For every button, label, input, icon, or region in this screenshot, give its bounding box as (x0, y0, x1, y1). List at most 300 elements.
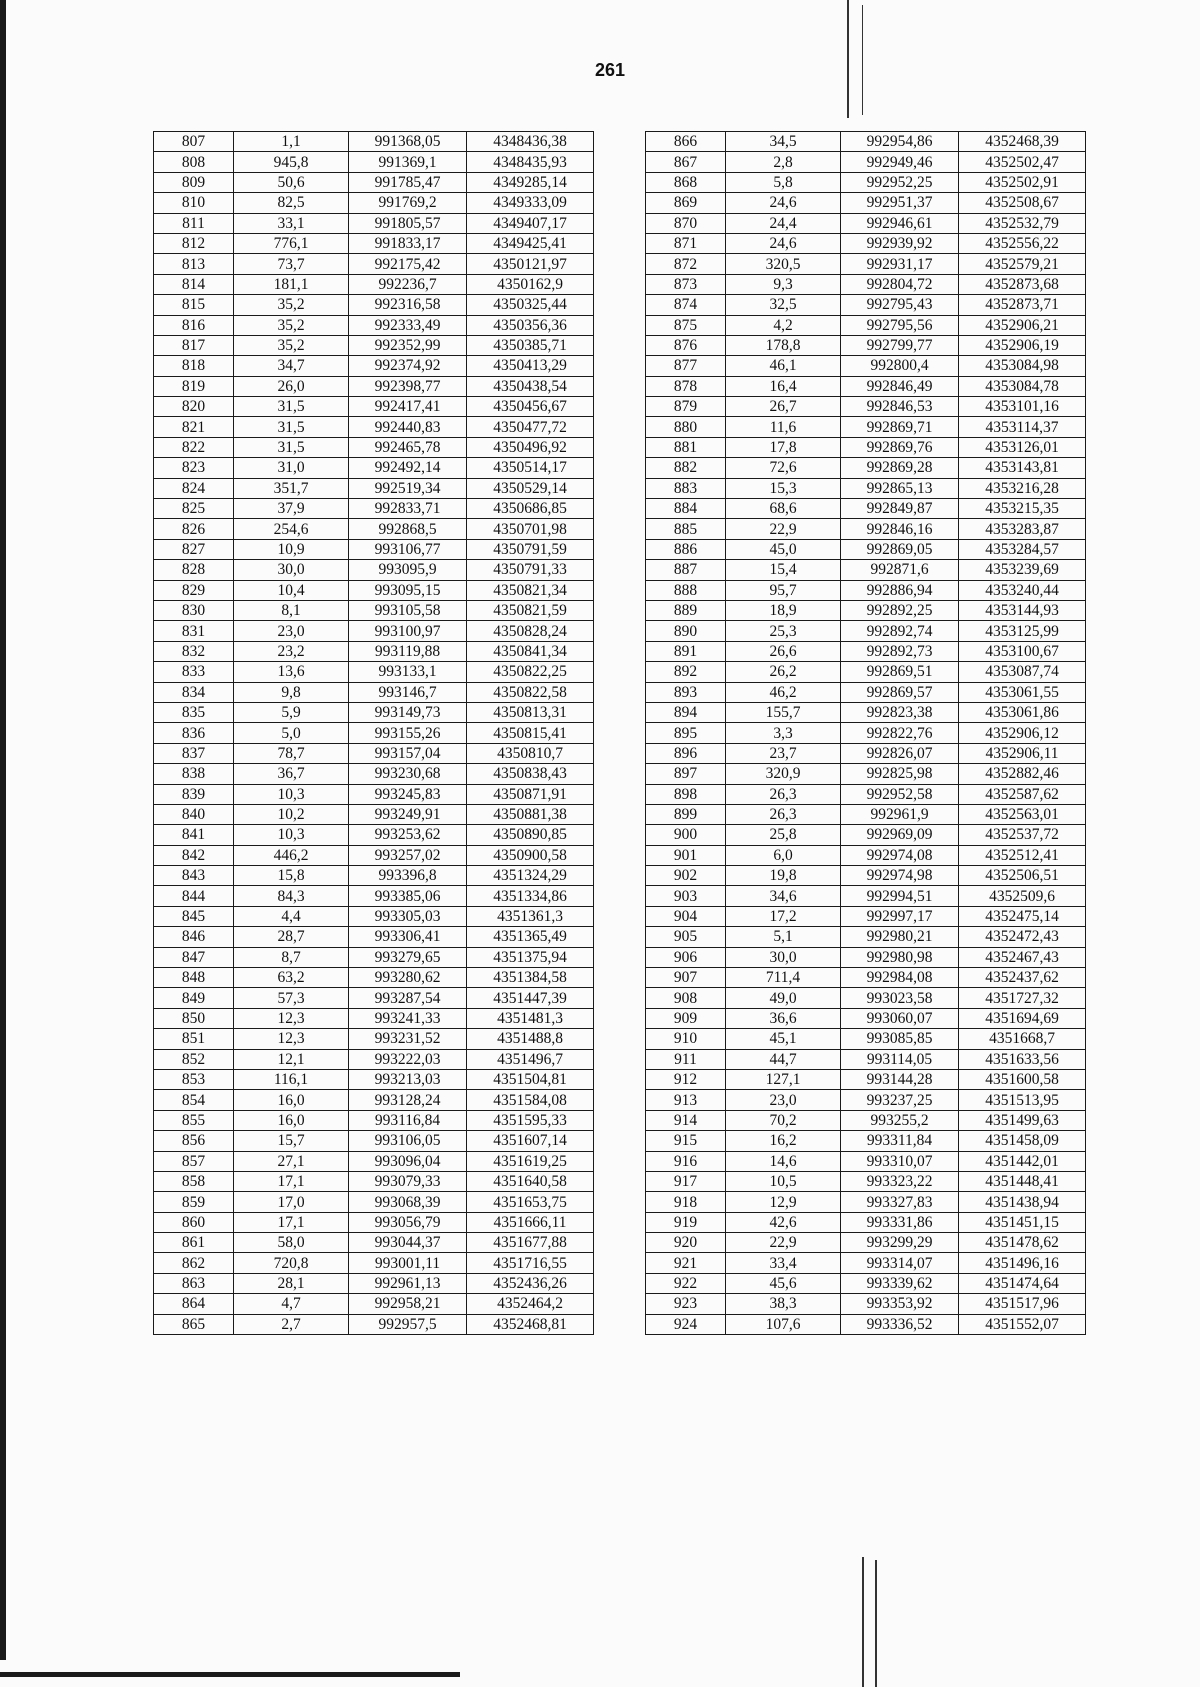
y-coordinate-cell: 4353125,99 (959, 621, 1086, 641)
y-coordinate-cell: 4352464,2 (467, 1294, 594, 1314)
table-row (646, 193, 1086, 213)
point-number-cell: 875 (646, 315, 726, 335)
distance-cell: 25,8 (726, 825, 841, 845)
point-number-cell: 886 (646, 539, 726, 559)
y-coordinate-cell: 4351324,29 (467, 866, 594, 886)
point-number-cell: 887 (646, 560, 726, 580)
x-coordinate-cell: 993314,07 (841, 1253, 959, 1273)
x-coordinate-cell: 992868,5 (349, 519, 467, 539)
x-coordinate-cell: 992519,34 (349, 478, 467, 498)
table-row (646, 1233, 1086, 1253)
distance-cell: 10,3 (234, 825, 349, 845)
point-number-cell: 876 (646, 335, 726, 355)
x-coordinate-cell: 993245,83 (349, 784, 467, 804)
point-number-cell: 843 (154, 866, 234, 886)
y-coordinate-cell: 4350813,31 (467, 702, 594, 722)
y-coordinate-cell: 4353284,57 (959, 539, 1086, 559)
y-coordinate-cell: 4353215,35 (959, 499, 1086, 519)
x-coordinate-cell: 992961,9 (841, 804, 959, 824)
y-coordinate-cell: 4351447,39 (467, 988, 594, 1008)
distance-cell: 254,6 (234, 519, 349, 539)
x-coordinate-cell: 993105,58 (349, 600, 467, 620)
table-row (646, 356, 1086, 376)
point-number-cell: 882 (646, 458, 726, 478)
point-number-cell: 868 (646, 172, 726, 192)
table-row (154, 152, 594, 172)
distance-cell: 82,5 (234, 193, 349, 213)
point-number-cell: 833 (154, 662, 234, 682)
distance-cell: 10,5 (726, 1171, 841, 1191)
distance-cell: 15,3 (726, 478, 841, 498)
point-number-cell: 899 (646, 804, 726, 824)
table-row (154, 764, 594, 784)
point-number-cell: 873 (646, 274, 726, 294)
distance-cell: 35,2 (234, 295, 349, 315)
y-coordinate-cell: 4352537,72 (959, 825, 1086, 845)
distance-cell: 3,3 (726, 723, 841, 743)
point-number-cell: 845 (154, 906, 234, 926)
x-coordinate-cell: 992869,57 (841, 682, 959, 702)
table-row (154, 295, 594, 315)
distance-cell: 28,7 (234, 927, 349, 947)
x-coordinate-cell: 992892,74 (841, 621, 959, 641)
coordinates-table-right (645, 131, 1086, 1335)
distance-cell: 46,2 (726, 682, 841, 702)
y-coordinate-cell: 4351478,62 (959, 1233, 1086, 1253)
y-coordinate-cell: 4350821,34 (467, 580, 594, 600)
distance-cell: 2,8 (726, 152, 841, 172)
table-row (154, 723, 594, 743)
x-coordinate-cell: 992352,99 (349, 335, 467, 355)
x-coordinate-cell: 993144,28 (841, 1069, 959, 1089)
point-number-cell: 911 (646, 1049, 726, 1069)
y-coordinate-cell: 4351448,41 (959, 1171, 1086, 1191)
x-coordinate-cell: 992465,78 (349, 437, 467, 457)
table-row (646, 458, 1086, 478)
point-number-cell: 851 (154, 1029, 234, 1049)
point-number-cell: 892 (646, 662, 726, 682)
point-number-cell: 903 (646, 886, 726, 906)
y-coordinate-cell: 4352563,01 (959, 804, 1086, 824)
table-row (646, 295, 1086, 315)
point-number-cell: 907 (646, 968, 726, 988)
x-coordinate-cell: 993128,24 (349, 1090, 467, 1110)
y-coordinate-cell: 4352468,39 (959, 132, 1086, 152)
table-row (154, 702, 594, 722)
distance-cell: 15,8 (234, 866, 349, 886)
x-coordinate-cell: 993114,05 (841, 1049, 959, 1069)
y-coordinate-cell: 4348435,93 (467, 152, 594, 172)
distance-cell: 17,0 (234, 1192, 349, 1212)
x-coordinate-cell: 992492,14 (349, 458, 467, 478)
x-coordinate-cell: 993249,91 (349, 804, 467, 824)
y-coordinate-cell: 4351499,63 (959, 1110, 1086, 1130)
table-row (154, 458, 594, 478)
table-row (646, 478, 1086, 498)
x-coordinate-cell: 992825,98 (841, 764, 959, 784)
distance-cell: 26,3 (726, 804, 841, 824)
table-row (646, 662, 1086, 682)
table-row (154, 845, 594, 865)
x-coordinate-cell: 993106,77 (349, 539, 467, 559)
distance-cell: 33,4 (726, 1253, 841, 1273)
x-coordinate-cell: 992826,07 (841, 743, 959, 763)
table-row (154, 193, 594, 213)
table-row (646, 723, 1086, 743)
distance-cell: 70,2 (726, 1110, 841, 1130)
distance-cell: 351,7 (234, 478, 349, 498)
distance-cell: 22,9 (726, 1233, 841, 1253)
table-row (646, 1110, 1086, 1130)
table-row (646, 927, 1086, 947)
point-number-cell: 924 (646, 1314, 726, 1334)
y-coordinate-cell: 4353084,98 (959, 356, 1086, 376)
y-coordinate-cell: 4352906,21 (959, 315, 1086, 335)
distance-cell: 13,6 (234, 662, 349, 682)
distance-cell: 15,4 (726, 560, 841, 580)
y-coordinate-cell: 4351474,64 (959, 1273, 1086, 1293)
y-coordinate-cell: 4351619,25 (467, 1151, 594, 1171)
y-coordinate-cell: 4350456,67 (467, 397, 594, 417)
table-row (154, 519, 594, 539)
table-row (646, 1314, 1086, 1334)
y-coordinate-cell: 4350356,36 (467, 315, 594, 335)
table-body-left (154, 132, 594, 1335)
y-coordinate-cell: 4350385,71 (467, 335, 594, 355)
x-coordinate-cell: 993385,06 (349, 886, 467, 906)
distance-cell: 127,1 (726, 1069, 841, 1089)
x-coordinate-cell: 992398,77 (349, 376, 467, 396)
point-number-cell: 839 (154, 784, 234, 804)
distance-cell: 46,1 (726, 356, 841, 376)
table-row (154, 743, 594, 763)
y-coordinate-cell: 4350841,34 (467, 641, 594, 661)
distance-cell: 16,0 (234, 1110, 349, 1130)
distance-cell: 36,6 (726, 1008, 841, 1028)
x-coordinate-cell: 992957,5 (349, 1314, 467, 1334)
table-row (154, 478, 594, 498)
point-number-cell: 823 (154, 458, 234, 478)
distance-cell: 16,0 (234, 1090, 349, 1110)
distance-cell: 5,8 (726, 172, 841, 192)
y-coordinate-cell: 4351694,69 (959, 1008, 1086, 1028)
distance-cell: 63,2 (234, 968, 349, 988)
point-number-cell: 901 (646, 845, 726, 865)
distance-cell: 26,6 (726, 641, 841, 661)
table-row (154, 1212, 594, 1232)
table-row (154, 1131, 594, 1151)
distance-cell: 26,3 (726, 784, 841, 804)
y-coordinate-cell: 4352556,22 (959, 233, 1086, 253)
point-number-cell: 906 (646, 947, 726, 967)
point-number-cell: 838 (154, 764, 234, 784)
x-coordinate-cell: 993280,62 (349, 968, 467, 988)
point-number-cell: 881 (646, 437, 726, 457)
y-coordinate-cell: 4351716,55 (467, 1253, 594, 1273)
x-coordinate-cell: 993311,84 (841, 1131, 959, 1151)
table-row (646, 132, 1086, 152)
point-number-cell: 923 (646, 1294, 726, 1314)
table-body-right (646, 132, 1086, 1335)
x-coordinate-cell: 992994,51 (841, 886, 959, 906)
table-row (154, 947, 594, 967)
point-number-cell: 877 (646, 356, 726, 376)
point-number-cell: 862 (154, 1253, 234, 1273)
table-row (646, 866, 1086, 886)
y-coordinate-cell: 4348436,38 (467, 132, 594, 152)
x-coordinate-cell: 993060,07 (841, 1008, 959, 1028)
x-coordinate-cell: 992236,7 (349, 274, 467, 294)
point-number-cell: 898 (646, 784, 726, 804)
point-number-cell: 865 (154, 1314, 234, 1334)
distance-cell: 58,0 (234, 1233, 349, 1253)
distance-cell: 57,3 (234, 988, 349, 1008)
x-coordinate-cell: 992892,25 (841, 600, 959, 620)
distance-cell: 10,4 (234, 580, 349, 600)
point-number-cell: 825 (154, 499, 234, 519)
distance-cell: 45,6 (726, 1273, 841, 1293)
distance-cell: 34,5 (726, 132, 841, 152)
table-row (154, 499, 594, 519)
point-number-cell: 909 (646, 1008, 726, 1028)
point-number-cell: 834 (154, 682, 234, 702)
x-coordinate-cell: 993001,11 (349, 1253, 467, 1273)
x-coordinate-cell: 992846,53 (841, 397, 959, 417)
point-number-cell: 816 (154, 315, 234, 335)
y-coordinate-cell: 4352906,11 (959, 743, 1086, 763)
table-row (154, 1049, 594, 1069)
table-row (154, 132, 594, 152)
y-coordinate-cell: 4351375,94 (467, 947, 594, 967)
distance-cell: 14,6 (726, 1151, 841, 1171)
point-number-cell: 824 (154, 478, 234, 498)
distance-cell: 107,6 (726, 1314, 841, 1334)
x-coordinate-cell: 992997,17 (841, 906, 959, 926)
table-row (154, 866, 594, 886)
distance-cell: 24,6 (726, 233, 841, 253)
y-coordinate-cell: 4351438,94 (959, 1192, 1086, 1212)
table-row (646, 784, 1086, 804)
distance-cell: 23,7 (726, 743, 841, 763)
table-row (154, 1253, 594, 1273)
x-coordinate-cell: 993068,39 (349, 1192, 467, 1212)
distance-cell: 23,0 (234, 621, 349, 641)
x-coordinate-cell: 993095,9 (349, 560, 467, 580)
table-row (646, 621, 1086, 641)
table-row (154, 580, 594, 600)
table-row (646, 804, 1086, 824)
y-coordinate-cell: 4351607,14 (467, 1131, 594, 1151)
point-number-cell: 815 (154, 295, 234, 315)
y-coordinate-cell: 4353101,16 (959, 397, 1086, 417)
distance-cell: 320,9 (726, 764, 841, 784)
y-coordinate-cell: 4351666,11 (467, 1212, 594, 1232)
y-coordinate-cell: 4350890,85 (467, 825, 594, 845)
y-coordinate-cell: 4351361,3 (467, 906, 594, 926)
table-row (154, 1192, 594, 1212)
table-row (154, 356, 594, 376)
point-number-cell: 840 (154, 804, 234, 824)
x-coordinate-cell: 992974,98 (841, 866, 959, 886)
distance-cell: 1,1 (234, 132, 349, 152)
distance-cell: 5,1 (726, 927, 841, 947)
distance-cell: 38,3 (726, 1294, 841, 1314)
x-coordinate-cell: 992871,6 (841, 560, 959, 580)
x-coordinate-cell: 993044,37 (349, 1233, 467, 1253)
table-row (646, 1253, 1086, 1273)
y-coordinate-cell: 4351442,01 (959, 1151, 1086, 1171)
x-coordinate-cell: 992849,87 (841, 499, 959, 519)
distance-cell: 44,7 (726, 1049, 841, 1069)
table-row (154, 662, 594, 682)
point-number-cell: 912 (646, 1069, 726, 1089)
x-coordinate-cell: 992833,71 (349, 499, 467, 519)
point-number-cell: 820 (154, 397, 234, 417)
table-row (154, 274, 594, 294)
x-coordinate-cell: 993331,86 (841, 1212, 959, 1232)
x-coordinate-cell: 991368,05 (349, 132, 467, 152)
table-row (154, 1110, 594, 1130)
point-number-cell: 835 (154, 702, 234, 722)
table-row (646, 233, 1086, 253)
table-row (154, 254, 594, 274)
distance-cell: 45,0 (726, 539, 841, 559)
table-row (154, 968, 594, 988)
distance-cell: 155,7 (726, 702, 841, 722)
y-coordinate-cell: 4349425,41 (467, 233, 594, 253)
distance-cell: 17,1 (234, 1171, 349, 1191)
y-coordinate-cell: 4350838,43 (467, 764, 594, 784)
y-coordinate-cell: 4350871,91 (467, 784, 594, 804)
page-number: 261 (594, 60, 626, 80)
x-coordinate-cell: 993146,7 (349, 682, 467, 702)
x-coordinate-cell: 992958,21 (349, 1294, 467, 1314)
x-coordinate-cell: 993079,33 (349, 1171, 467, 1191)
distance-cell: 4,4 (234, 906, 349, 926)
distance-cell: 35,2 (234, 315, 349, 335)
y-coordinate-cell: 4350701,98 (467, 519, 594, 539)
point-number-cell: 910 (646, 1029, 726, 1049)
y-coordinate-cell: 4352873,71 (959, 295, 1086, 315)
point-number-cell: 854 (154, 1090, 234, 1110)
point-number-cell: 896 (646, 743, 726, 763)
point-number-cell: 809 (154, 172, 234, 192)
y-coordinate-cell: 4352502,47 (959, 152, 1086, 172)
point-number-cell: 832 (154, 641, 234, 661)
distance-cell: 26,2 (726, 662, 841, 682)
distance-cell: 9,3 (726, 274, 841, 294)
point-number-cell: 921 (646, 1253, 726, 1273)
distance-cell: 178,8 (726, 335, 841, 355)
point-number-cell: 916 (646, 1151, 726, 1171)
table-row (646, 417, 1086, 437)
scan-rule-bottom-1 (862, 1557, 864, 1687)
distance-cell: 19,8 (726, 866, 841, 886)
scan-edge-bottom (0, 1672, 460, 1677)
y-coordinate-cell: 4353283,87 (959, 519, 1086, 539)
distance-cell: 50,6 (234, 172, 349, 192)
x-coordinate-cell: 992869,28 (841, 458, 959, 478)
table-row (646, 682, 1086, 702)
table-row (154, 437, 594, 457)
point-number-cell: 920 (646, 1233, 726, 1253)
table-row (154, 1171, 594, 1191)
distance-cell: 11,6 (726, 417, 841, 437)
table-row (646, 702, 1086, 722)
y-coordinate-cell: 4350828,24 (467, 621, 594, 641)
x-coordinate-cell: 992939,92 (841, 233, 959, 253)
y-coordinate-cell: 4352502,91 (959, 172, 1086, 192)
point-number-cell: 830 (154, 600, 234, 620)
table-row (154, 335, 594, 355)
distance-cell: 73,7 (234, 254, 349, 274)
x-coordinate-cell: 993106,05 (349, 1131, 467, 1151)
point-number-cell: 861 (154, 1233, 234, 1253)
y-coordinate-cell: 4352882,46 (959, 764, 1086, 784)
x-coordinate-cell: 993116,84 (349, 1110, 467, 1130)
y-coordinate-cell: 4350325,44 (467, 295, 594, 315)
point-number-cell: 827 (154, 539, 234, 559)
distance-cell: 12,9 (726, 1192, 841, 1212)
distance-cell: 34,7 (234, 356, 349, 376)
y-coordinate-cell: 4351668,7 (959, 1029, 1086, 1049)
distance-cell: 24,6 (726, 193, 841, 213)
x-coordinate-cell: 991369,1 (349, 152, 467, 172)
y-coordinate-cell: 4352467,43 (959, 947, 1086, 967)
table-row (646, 519, 1086, 539)
point-number-cell: 856 (154, 1131, 234, 1151)
point-number-cell: 913 (646, 1090, 726, 1110)
table-row (154, 906, 594, 926)
y-coordinate-cell: 4353126,01 (959, 437, 1086, 457)
y-coordinate-cell: 4351677,88 (467, 1233, 594, 1253)
table-row (154, 560, 594, 580)
table-row (154, 417, 594, 437)
coordinates-table-left (153, 131, 594, 1335)
table-row (646, 560, 1086, 580)
point-number-cell: 808 (154, 152, 234, 172)
distance-cell: 68,6 (726, 499, 841, 519)
table-row (646, 1273, 1086, 1293)
y-coordinate-cell: 4353087,74 (959, 662, 1086, 682)
table-row (646, 376, 1086, 396)
x-coordinate-cell: 993085,85 (841, 1029, 959, 1049)
y-coordinate-cell: 4350514,17 (467, 458, 594, 478)
distance-cell: 23,2 (234, 641, 349, 661)
x-coordinate-cell: 992931,17 (841, 254, 959, 274)
point-number-cell: 842 (154, 845, 234, 865)
distance-cell: 36,7 (234, 764, 349, 784)
table-row (154, 1294, 594, 1314)
x-coordinate-cell: 992969,09 (841, 825, 959, 845)
table-row (154, 315, 594, 335)
y-coordinate-cell: 4350822,58 (467, 682, 594, 702)
table-row (154, 1029, 594, 1049)
table-row (154, 641, 594, 661)
point-number-cell: 860 (154, 1212, 234, 1232)
table-row (154, 397, 594, 417)
y-coordinate-cell: 4349285,14 (467, 172, 594, 192)
distance-cell: 45,1 (726, 1029, 841, 1049)
table-row (154, 1069, 594, 1089)
table-row (646, 1049, 1086, 1069)
x-coordinate-cell: 991785,47 (349, 172, 467, 192)
distance-cell: 17,1 (234, 1212, 349, 1232)
y-coordinate-cell: 4351633,56 (959, 1049, 1086, 1069)
x-coordinate-cell: 993133,1 (349, 662, 467, 682)
x-coordinate-cell: 993157,04 (349, 743, 467, 763)
table-row (646, 1029, 1086, 1049)
